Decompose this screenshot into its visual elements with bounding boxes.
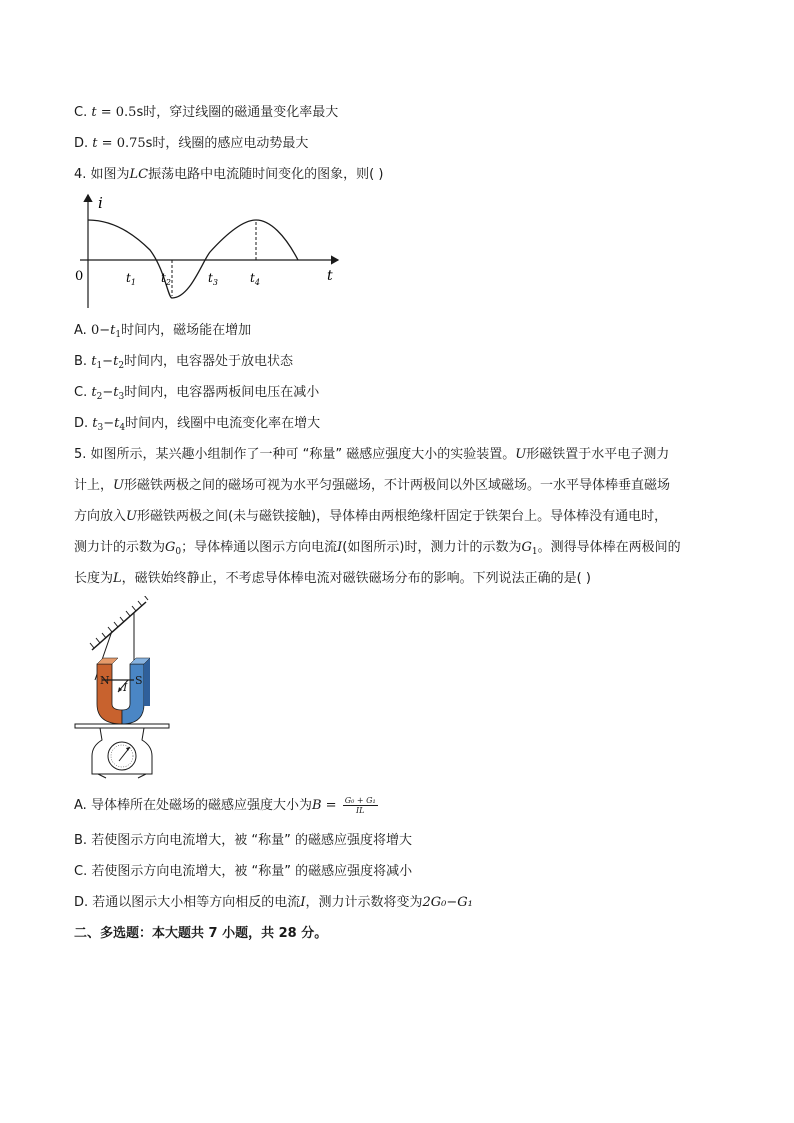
math-u: U: [113, 478, 124, 493]
math-t: t: [92, 136, 98, 151]
q4-option-c: C. $t_2-t_3$时间内，电容器两板间电压在减小: [74, 385, 320, 402]
q3-option-d: [74, 135, 308, 153]
math-lc: LC: [129, 167, 149, 182]
stem-text: 方向放入: [74, 509, 127, 524]
stem-text: ；导体棒通以图示方向电流: [181, 540, 338, 555]
option-letter: A.: [74, 323, 87, 338]
magnet-south-pole: [122, 664, 144, 724]
math-eq: = 0.5: [96, 105, 137, 120]
section-heading: 二、多选题：本大题共 7 小题，共 28 分。: [74, 926, 328, 941]
tick-t3: $t_3$: [208, 271, 218, 287]
stem-text: 长度为: [74, 571, 114, 586]
tick-sub: 4: [254, 278, 260, 287]
stem-text: 测力计的示数为: [74, 540, 166, 555]
q4-option-d: D. $t_3-t_4$时间内，线圈中电流变化率在增大: [74, 416, 321, 433]
option-text: 若通以图示大小相等方向相反的电流: [92, 895, 301, 910]
math-expr: 2G₀−G₁: [422, 895, 473, 910]
q5-option-a: [74, 796, 378, 815]
option-text: 若使图示方向电流增大，被 “称量” 的磁感应强度将减小: [91, 864, 413, 879]
stem-text: 4. 如图为: [74, 167, 130, 182]
math-i: I: [300, 895, 306, 910]
math-b: B: [311, 798, 322, 813]
stem-text: 形磁铁置于水平电子测力: [526, 447, 670, 462]
q5-stem-line-4: [74, 539, 681, 557]
tick-sub: 1: [130, 278, 136, 287]
math-sub: 4: [119, 423, 126, 433]
option-letter: C.: [74, 105, 88, 120]
unit: s: [136, 105, 144, 120]
math-range: 0: [90, 323, 100, 338]
unit: s: [145, 136, 153, 151]
stem-text: 计上，: [74, 478, 114, 493]
option-letter: D.: [74, 136, 89, 151]
tick-t4: $t_4$: [250, 271, 260, 287]
option-letter: B.: [74, 354, 88, 369]
math-l: L: [113, 571, 122, 586]
math-eq: = 0.75: [97, 136, 146, 151]
q5-stem-line-1: [74, 446, 669, 464]
q4-option-b: B. $t_1-t_2$时间内，电容器处于放电状态: [74, 354, 294, 371]
math-sub: 3: [97, 423, 104, 433]
math-range: t: [113, 385, 119, 400]
tick-sub: 2: [165, 278, 171, 287]
option-text: 时间内，磁场能在增加: [121, 323, 252, 338]
magnet-north-pole: [97, 664, 122, 724]
option-letter: C.: [74, 864, 88, 879]
q4-stem: [74, 166, 383, 184]
math-sub: 1: [115, 330, 122, 340]
y-axis-label: i: [98, 194, 103, 212]
q3-option-c: [74, 104, 338, 122]
option-text: 导体棒所在处磁场的磁感应强度大小为: [90, 798, 312, 813]
current-label: I: [123, 681, 128, 694]
q4-option-a: A. $0-t_1$时间内，磁场能在增加: [74, 323, 252, 340]
stem-text: ，磁铁始终静止，不考虑导体棒电流对磁铁磁场分布的影响。下列说法正确的是( ): [121, 571, 591, 586]
math-range: t: [114, 416, 120, 431]
math-range: t: [91, 354, 97, 369]
option-text: 时间内，电容器处于放电状态: [124, 354, 294, 369]
tick-sub: 3: [212, 278, 218, 287]
math-range: t: [110, 323, 116, 338]
math-sub: 0: [175, 547, 182, 557]
math-range: t: [113, 354, 119, 369]
math-g: G: [521, 540, 532, 555]
math-sub: 2: [96, 392, 103, 402]
option-text: ，测力计示数将变为: [305, 895, 423, 910]
lc-current-graph: [70, 190, 350, 315]
current-curve: [88, 220, 298, 298]
scale-platform: [75, 724, 169, 728]
option-text: 时，穿过线圈的磁通量变化率最大: [143, 105, 339, 120]
origin-label: 0: [75, 269, 84, 284]
q5-option-c: [74, 863, 412, 881]
math-sub: 1: [96, 361, 103, 371]
south-label: S: [135, 674, 143, 687]
scale-dial: [108, 742, 136, 770]
stem-text: (如图所示)时，测力计的示数为: [342, 540, 522, 555]
support-hatching: [90, 596, 148, 648]
tick-t2: $t_2$: [161, 271, 171, 287]
math-t: t: [91, 105, 97, 120]
math-eq: =: [321, 798, 341, 813]
option-text: 时间内，电容器两板间电压在减小: [124, 385, 320, 400]
option-text: 若使图示方向电流增大，被 “称量” 的磁感应强度将增大: [91, 833, 412, 848]
q5-stem-line-5: [74, 570, 591, 588]
magnet-scale-figure: [72, 596, 182, 781]
stem-text: 形磁铁两极之间的磁场可视为水平匀强磁场，不计两极间以外区域磁场。一水平导体棒垂直磁场: [123, 478, 670, 493]
math-range: t: [91, 385, 97, 400]
math-sub: 2: [118, 361, 125, 371]
q5-option-b: [74, 832, 412, 850]
option-letter: B.: [74, 833, 88, 848]
option-letter: D.: [74, 416, 89, 431]
option-letter: A.: [74, 798, 87, 813]
magnet-south-side: [144, 658, 150, 706]
math-sub: 1: [531, 547, 538, 557]
q5-stem-line-3: [74, 508, 667, 526]
stem-text: 。测得导体棒在两极间的: [537, 540, 681, 555]
q5-stem-line-2: [74, 477, 670, 495]
fraction-denominator: IL: [355, 806, 365, 815]
option-text: 时间内，线圈中电流变化率在增大: [125, 416, 321, 431]
fraction: [343, 796, 378, 815]
math-u: U: [126, 509, 137, 524]
q5-option-d: [74, 894, 473, 912]
option-letter: C.: [74, 385, 88, 400]
stem-text: 5. 如图所示，某兴趣小组制作了一种可 “称量” 磁感应强度大小的实验装置。: [74, 447, 516, 462]
math-sub: 3: [118, 392, 125, 402]
option-text: 时，线圈的感应电动势最大: [152, 136, 309, 151]
option-letter: D.: [74, 895, 89, 910]
math-u: U: [515, 447, 527, 462]
x-axis-label: t: [327, 268, 333, 284]
tick-t1: $t_1$: [126, 271, 136, 287]
north-label: N: [100, 674, 110, 687]
math-i: I: [337, 540, 343, 555]
stem-text: 振荡电路中电流随时间变化的图象，则( ): [148, 167, 384, 182]
stem-text: 形磁铁两极之间(未与磁铁接触)，导体棒由两根绝缘杆固定于铁架台上。导体棒没有通电时，: [136, 509, 668, 524]
fraction-numerator: G₀ + G₁: [344, 796, 376, 805]
math-range: t: [92, 416, 98, 431]
math-g: G: [165, 540, 176, 555]
